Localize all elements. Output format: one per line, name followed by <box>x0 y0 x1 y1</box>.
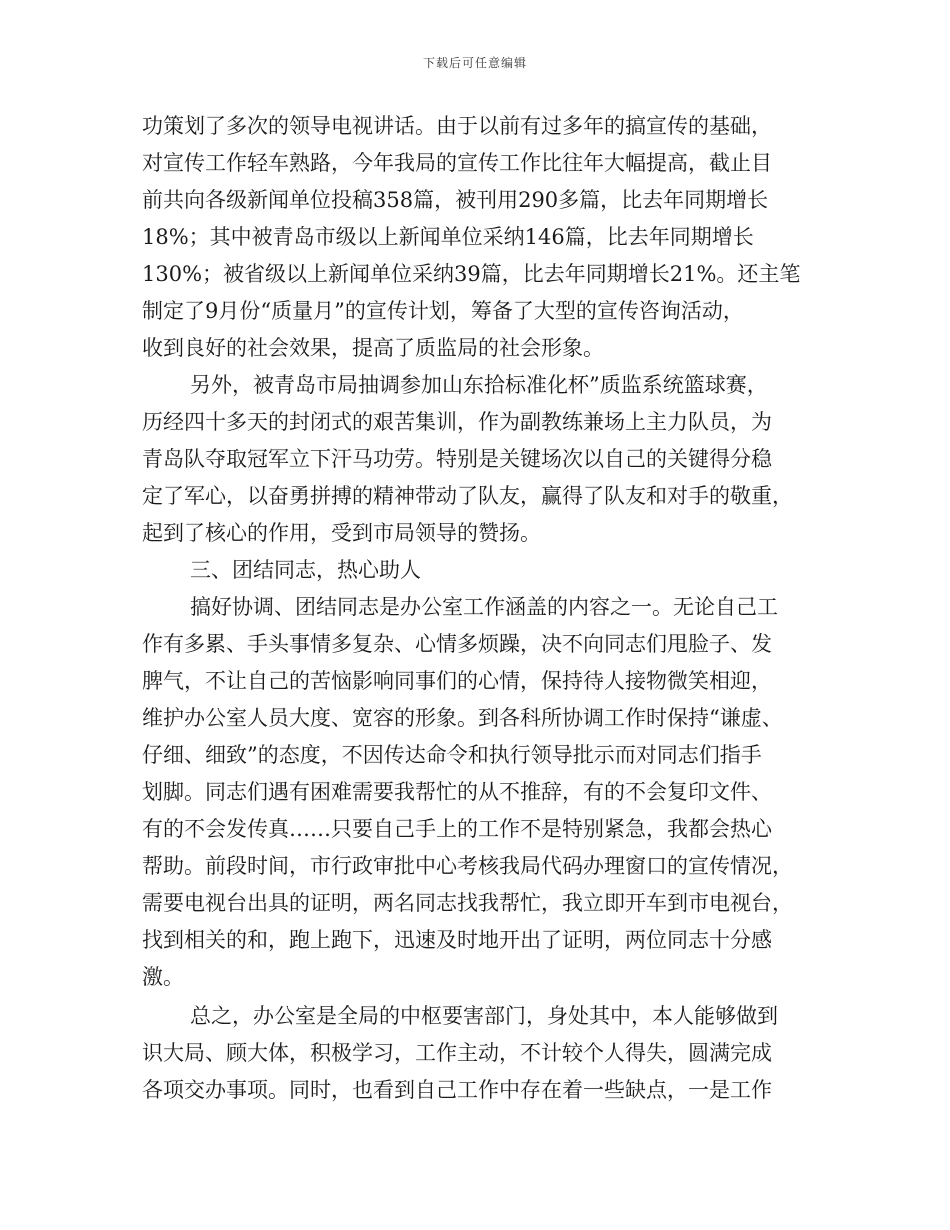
text-line-9: 历经四十多天的封闭式的艰苦集训，作为副教练兼场上主力队员，为 <box>142 410 772 434</box>
text-line-3: 前共向各级新闻单位投稿358篇，被刊用290多篇，比去年同期增长 <box>142 188 769 212</box>
text-line-14: 搞好协调、团结同志是办公室工作涵盖的内容之一。无论自己工 <box>190 595 778 619</box>
text-line-12: 起到了核心的作用，受到市局领导的赞扬。 <box>142 521 541 545</box>
text-line-7: 收到良好的社会效果，提高了质监局的社会形象。 <box>142 336 604 360</box>
text-line-1: 功策划了多次的领导电视讲话。由于以前有过多年的搞宣传的基础， <box>142 114 772 138</box>
section-heading: 三、团结同志，热心助人 <box>190 558 421 582</box>
text-line-21: 帮助。前段时间，市行政审批中心考核我局代码办理窗口的宣传情况， <box>142 854 793 878</box>
text-line-16: 脾气，不让自己的苦恼影响同事们的心情，保持待人接物微笑相迎， <box>142 669 772 693</box>
text-line-18: 仔细、细致”的态度，不因传达命令和执行领导批示而对同志们指手 <box>142 743 762 767</box>
text-line-27: 各项交办事项。同时，也看到自己工作中存在着一些缺点，一是工作 <box>142 1078 772 1102</box>
text-line-25: 总之，办公室是全局的中枢要害部门，身处其中，本人能够做到 <box>190 1004 778 1028</box>
document-body <box>142 108 812 1109</box>
text-line-26: 识大局、顾大体，积极学习，工作主动，不计较个人得失，圆满完成 <box>142 1041 772 1065</box>
text-line-6: 制定了9月份“质量月”的宣传计划，筹备了大型的宣传咨询活动， <box>142 299 744 323</box>
page-header: 下载后可任意编辑 <box>422 56 527 70</box>
text-line-17: 维护办公室人员大度、宽容的形象。到各科所协调工作时保持“谦虚、 <box>142 706 783 730</box>
text-line-2: 对宣传工作轻车熟路，今年我局的宣传工作比往年大幅提高，截止目 <box>142 151 772 175</box>
text-line-22: 需要电视台出具的证明，两名同志找我帮忙，我立即开车到市电视台， <box>142 891 793 915</box>
text-line-19: 划脚。同志们遇有困难需要我帮忙的从不推辞，有的不会复印文件、 <box>142 780 772 804</box>
text-line-5: 130%；被省级以上新闻单位采纳39篇，比去年同期增长21%。还主笔 <box>142 262 801 286</box>
text-line-11: 定了军心，以奋勇拼搏的精神带动了队友，赢得了队友和对手的敬重， <box>142 484 793 508</box>
text-line-20: 有的不会发传真……只要自己手上的工作不是特别紧急，我都会热心 <box>142 817 772 841</box>
text-line-24: 激。 <box>142 965 184 989</box>
text-line-8: 另外，被青岛市局抽调参加山东拾标准化杯”质监系统篮球赛， <box>190 373 768 397</box>
text-line-4: 18%；其中被青岛市级以上新闻单位采纳146篇，比去年同期增长 <box>142 225 754 249</box>
text-line-10: 青岛队夺取冠军立下汗马功劳。特别是关键场次以自己的关键得分稳 <box>142 447 772 471</box>
text-line-15: 作有多累、手头事情多复杂、心情多烦躁，决不向同志们甩脸子、发 <box>142 632 772 656</box>
text-line-23: 找到相关的和，跑上跑下，迅速及时地开出了证明，两位同志十分感 <box>142 928 772 952</box>
